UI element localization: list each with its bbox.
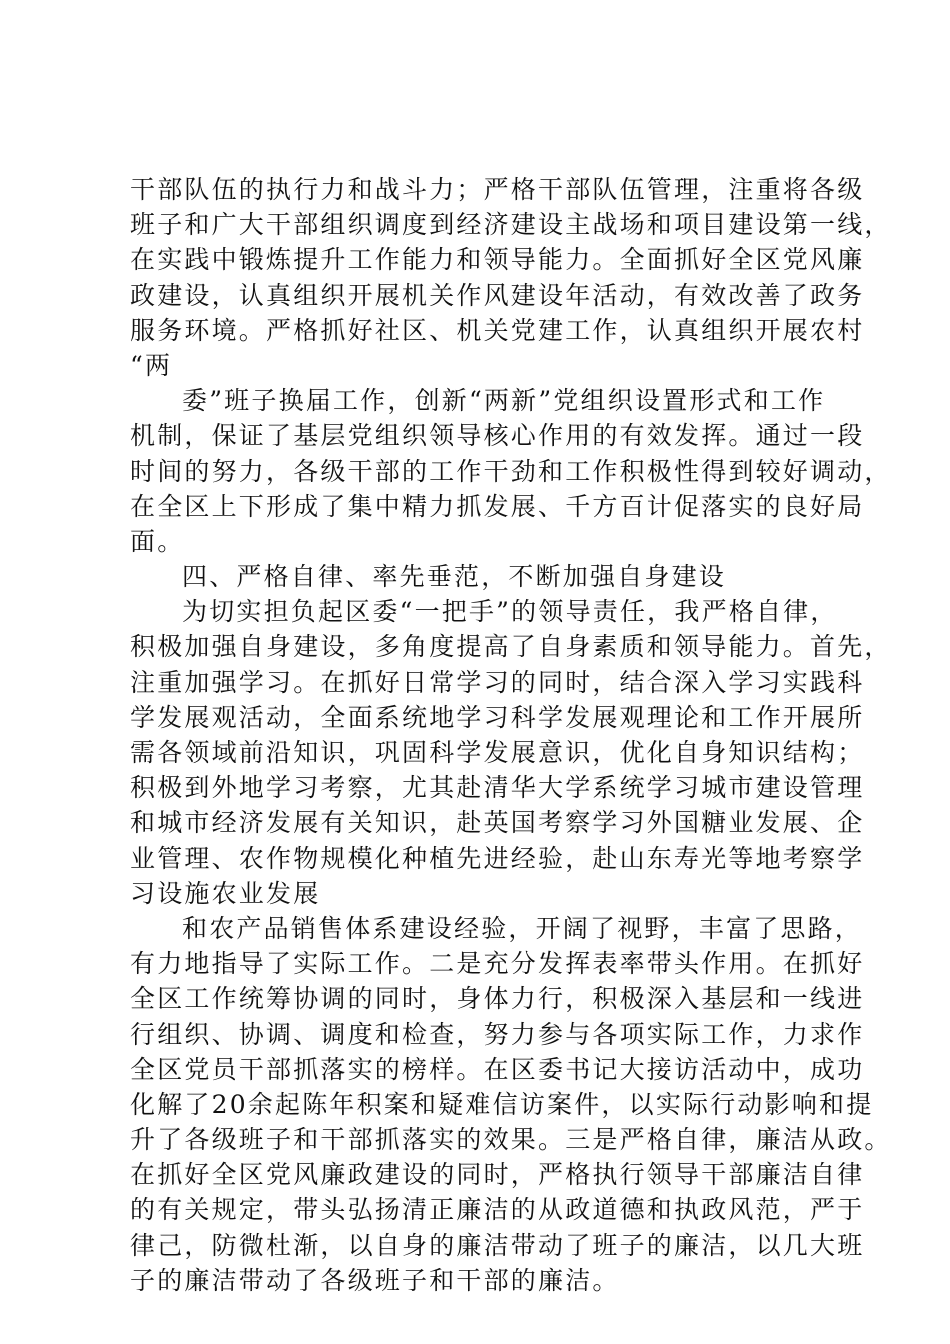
text-line: 在实践中锻炼提升工作能力和领导能力。全面抓好全区党风廉 bbox=[130, 245, 865, 275]
text-line: 为切实担负起区委“一把手”的领导责任，我严格自律， bbox=[182, 597, 838, 627]
text-line: 行组织、协调、调度和检查，努力参与各项实际工作，力求作 bbox=[130, 1019, 865, 1049]
document-body bbox=[130, 172, 892, 1298]
text-line: 干部队伍的执行力和战斗力；严格干部队伍管理，注重将各级 bbox=[130, 175, 865, 204]
text-line: 业管理、农作物规模化种植先进经验，赴山东寿光等地考察学 bbox=[130, 843, 865, 873]
text-line: “两 bbox=[130, 350, 173, 380]
text-line: 学发展观活动，全面系统地学习科学发展观理论和工作开展所 bbox=[130, 702, 865, 732]
text-line: 委”班子换届工作，创新“两新”党组织设置形式和工作 bbox=[182, 386, 826, 416]
text-line: 时间的努力，各级干部的工作干劲和工作积极性得到较好调动， bbox=[130, 456, 892, 486]
text-line: 政建设，认真组织开展机关作风建设年活动，有效改善了政务 bbox=[130, 280, 865, 310]
text-line: 注重加强学习。在抓好日常学习的同时，结合深入学习实践科 bbox=[130, 667, 865, 697]
text-line: 在抓好全区党风廉政建设的同时，严格执行领导干部廉洁自律 bbox=[130, 1160, 865, 1190]
text-line: 和城市经济发展有关知识，赴英国考察学习外国糖业发展、企 bbox=[130, 808, 865, 838]
text-line: 机制，保证了基层党组织领导核心作用的有效发挥。通过一段 bbox=[130, 421, 865, 451]
text-line: 和农产品销售体系建设经验，开阔了视野，丰富了思路， bbox=[182, 913, 863, 943]
text-line: 的有关规定，带头弘扬清正廉洁的从政道德和执政风范，严于 bbox=[130, 1195, 865, 1225]
text-line: 化解了20余起陈年积案和疑难信访案件，以实际行动影响和提 bbox=[130, 1089, 874, 1119]
text-line: 积极到外地学习考察，尤其赴清华大学系统学习城市建设管理 bbox=[130, 773, 865, 803]
text-line: 服务环境。严格抓好社区、机关党建工作，认真组织开展农村 bbox=[130, 315, 865, 345]
text-line: 班子和广大干部组织调度到经济建设主战场和项目建设第一线， bbox=[130, 210, 892, 240]
text-line: 全区工作统筹协调的同时，身体力行，积极深入基层和一线进 bbox=[130, 984, 865, 1014]
text-line: 律己，防微杜渐，以自身的廉洁带动了班子的廉洁，以几大班 bbox=[130, 1230, 865, 1260]
text-line: 习设施农业发展 bbox=[130, 878, 321, 908]
text-line: 在全区上下形成了集中精力抓发展、千方百计促落实的良好局 bbox=[130, 491, 865, 521]
text-line: 面。 bbox=[130, 526, 185, 556]
text-line: 升了各级班子和干部抓落实的效果。三是严格自律，廉洁从政。 bbox=[130, 1125, 892, 1155]
text-line: 积极加强自身建设，多角度提高了自身素质和领导能力。首先， bbox=[130, 632, 892, 662]
text-line: 子的廉洁带动了各级班子和干部的廉洁。 bbox=[130, 1265, 620, 1295]
section-heading: 四、严格自律、率先垂范，不断加强自身建设 bbox=[182, 562, 727, 592]
text-line: 有力地指导了实际工作。二是充分发挥表率带头作用。在抓好 bbox=[130, 949, 865, 979]
text-line: 全区党员干部抓落实的榜样。在区委书记大接访活动中，成功 bbox=[130, 1054, 865, 1084]
text-line: 需各领域前沿知识，巩固科学发展意识，优化自身知识结构； bbox=[130, 738, 865, 767]
